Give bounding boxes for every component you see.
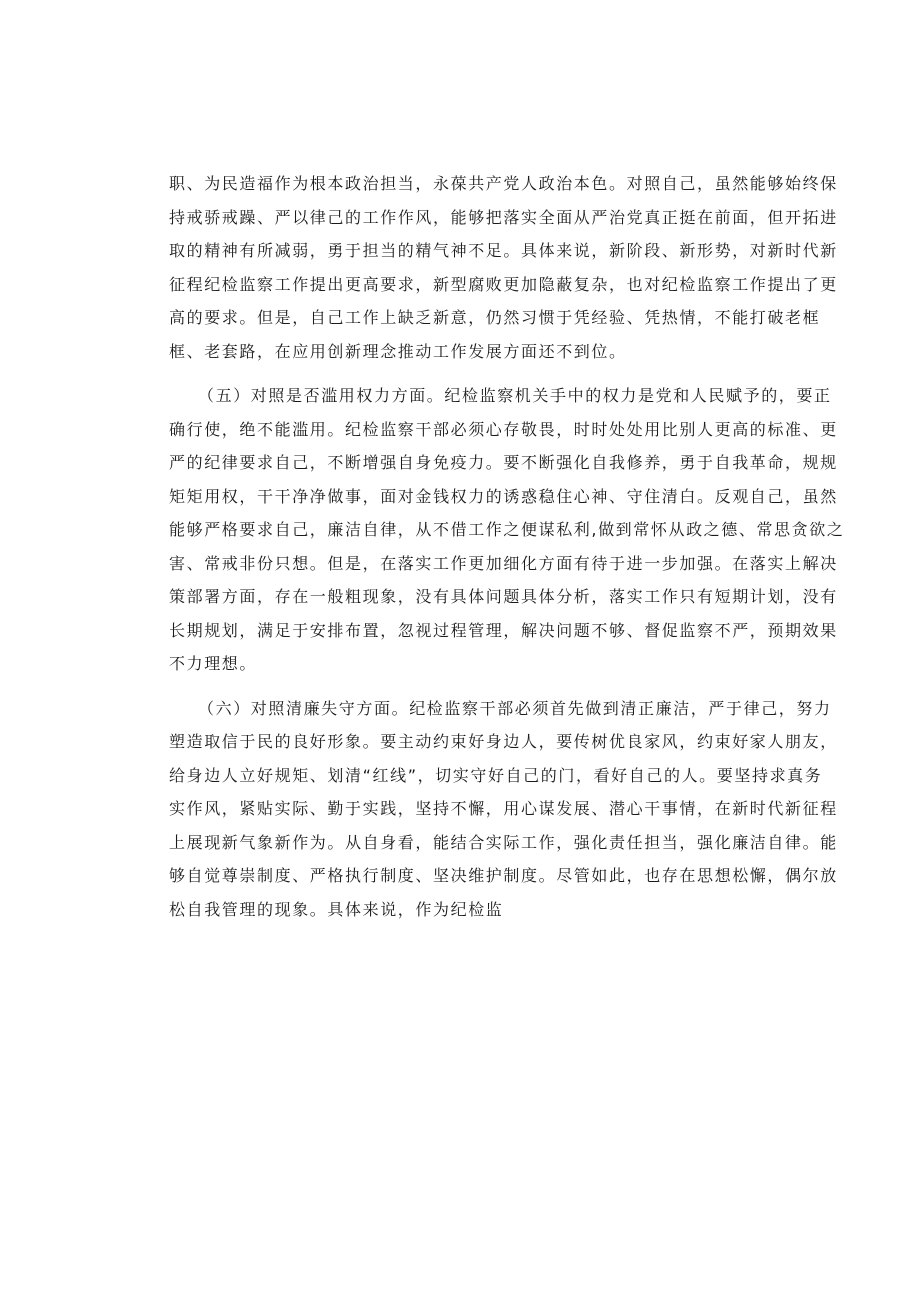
- text-line: 严的纪律要求自己，不断增强自身免疫力。要不断强化自我修养，勇于自我革命，规规: [169, 453, 838, 472]
- text-line: 实作风，紧贴实际、勤于实践，坚持不懈，用心谋发展、潜心干事情，在新时代新征程: [169, 799, 838, 818]
- text-line: 取的精神有所减弱，勇于担当的精气神不足。具体来说，新阶段、新形势，对新时代新: [169, 241, 838, 260]
- paragraph-spacer: [169, 368, 759, 379]
- text-line: （六）对照清廉失守方面。纪检监察干部必须首先做到清正廉洁，严于律己，努力: [198, 698, 832, 718]
- text-line: 职、为民造福作为根本政治担当，永葆共产党人政治本色。对照自己，虽然能够始终保: [169, 174, 838, 193]
- text-line: 害、常戒非份只想。但是，在落实工作更加细化方面有待于进一步加强。在落实上解决: [169, 553, 838, 573]
- text-line: 矩矩用权，干干净净做事，面对金钱权力的诱惑稳住心神、守住清白。反观自己，虽然: [169, 486, 838, 506]
- paragraph-3: [169, 692, 838, 927]
- text-line: 松自我管理的现象。具体来说，作为纪检监: [169, 899, 504, 919]
- text-line: 高的要求。但是，自己工作上缺乏新意，仍然习惯于凭经验、凭热情，不能打破老框: [169, 308, 821, 327]
- text-line: 长期规划，满足于安排布置，忽视过程管理，解决问题不够、督促监察不严，预期效果: [169, 620, 838, 640]
- text-line: 够自觉尊崇制度、严格执行制度、坚决维护制度。尽管如此，也存在思想松懈，偶尔放: [169, 866, 838, 885]
- text-line: （五）对照是否滥用权力方面。纪检监察机关手中的权力是党和人民赋予的，要正: [198, 386, 832, 405]
- text-line: 征程纪检监察工作提出更高要求，新型腐败更加隐蔽复杂，也对纪检监察工作提出了更: [169, 274, 838, 294]
- text-line: 持戒骄戒躁、严以律己的工作作风，能够把落实全面从严治党真正挺在前面，但开拓进: [169, 207, 838, 227]
- text-line: 能够严格要求自己，廉洁自律，从不借工作之便谋私利,做到常怀从政之德、常思贪欲之: [169, 520, 845, 539]
- text-line: 确行使，绝不能滥用。纪检监察干部必须心存敬畏，时时处处用比别人更高的标准、更: [169, 419, 838, 439]
- text-line: 塑造取信于民的良好形象。要主动约束好身边人，要传树优良家风，约束好家人朋友，: [169, 732, 838, 751]
- text-line: 策部署方面，存在一般粗现象，没有具体问题具体分析，落实工作只有短期计划，没有: [169, 587, 838, 606]
- text-line: 不力理想。: [169, 654, 258, 673]
- document-body: [169, 167, 845, 926]
- paragraph-spacer: [169, 681, 759, 692]
- text-line: 给身边人立好规矩、划清“红线”，切实守好自己的门，看好自己的人。要坚持求真务: [169, 765, 823, 785]
- text-line: 框、老套路，在应用创新理念推动工作发展方面还不到位。: [169, 341, 627, 361]
- paragraph-1: [169, 167, 838, 368]
- paragraph-2: [169, 379, 845, 681]
- text-line: 上展现新气象新作为。从自身看，能结合实际工作，强化责任担当，强化廉洁自律。能: [169, 832, 838, 852]
